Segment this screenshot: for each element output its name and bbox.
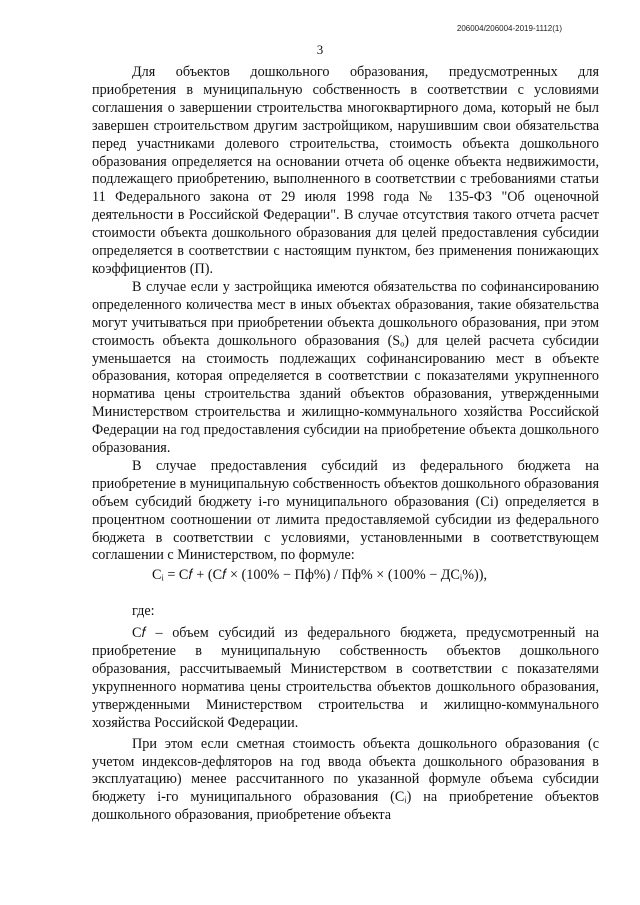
document-id: 206004/206004-2019-1112(1): [456, 24, 562, 33]
subsidy-formula: Cᵢ = C𝑓 + (C𝑓 × (100% − Пф%) / Пф% × (100% − ДСᵢ%)),: [152, 567, 488, 584]
paragraph-federal-subsidy: В случае предоставления субсидий из федерального бюджета на приобретение в муниципальную собственность объектов дошкольного образования объем субсидий бюджету i-го муниципального образования (Ci) определяется в процентном соотношении от лимита предоставляемой субсидии из федерального бюджета в соответствии с условиями, установленными в соответствующем соглашении с Министерством, по формуле:: [92, 457, 599, 564]
paragraph-estimated-cost: При этом если сметная стоимость объекта дошкольного образования (с учетом индексов-дефляторов на год ввода объекта дошкольного образования в эксплуатацию) менее рассчитанного по указанной формуле объема субсидии бюджету i-го муниципального образования (Cᵢ) на приобретение объектов дошкольного образования, приобретение объекта: [92, 735, 599, 824]
paragraph-cofinancing: В случае если у застройщика имеются обязательства по софинансированию определенного количества мест в иных объектах образования, такие обязательства могут учитываться при приобретении объекта дошкольного образования, при этом стоимость объекта дошкольного образования (Sₒ) для целей расчета субсидии уменьшается на стоимость подлежащих софинансированию мест в объекте образования, которая определяется в соответствии с показателями укрупненного норматива цены строительства зданий объектов образования, утвержденными Министерством строительства и жилищно-коммунального хозяйства Российской Федерации на год предоставления субсидии на приобретение объекта дошкольного образования.: [92, 278, 599, 457]
paragraph-cf-definition: C𝑓 – объем субсидий из федерального бюджета, предусмотренный на приобретение в муниципальную собственность объектов дошкольного образования, рассчитываемый Министерством в соответствии с показателями укрупненного норматива цены строительства объектов дошкольного образования, утвержденными Министерством строительства и жилищно-коммунального хозяйства Российской Федерации.: [92, 625, 599, 731]
paragraph-valuation-report: Для объектов дошкольного образования, предусмотренных для приобретения в муниципальную собственность в соответствии с условиями соглашения о завершении строительства многоквартирного дома, который не был завершен строительством другим застройщиком, нарушившим свои обязательства перед участниками долевого строительства, стоимость объекта дошкольного образования определяется на основании отчета об оценке объекта недвижимости, подлежащего приобретению, выполненного в соответствии с требованиями статьи 11 Федерального закона от 29 июля 1998 года № 135-ФЗ "Об оценочной деятельности в Российской Федерации". В случае отсутствия такого отчета расчет стоимости объекта дошкольного образования для целей предоставления субсидии определяется в соответствии с настоящим пунктом, без применения понижающих коэффициентов (П).: [92, 64, 599, 277]
document-body: [92, 64, 599, 825]
where-label: где:: [132, 603, 155, 620]
page-number: 3: [316, 42, 324, 57]
